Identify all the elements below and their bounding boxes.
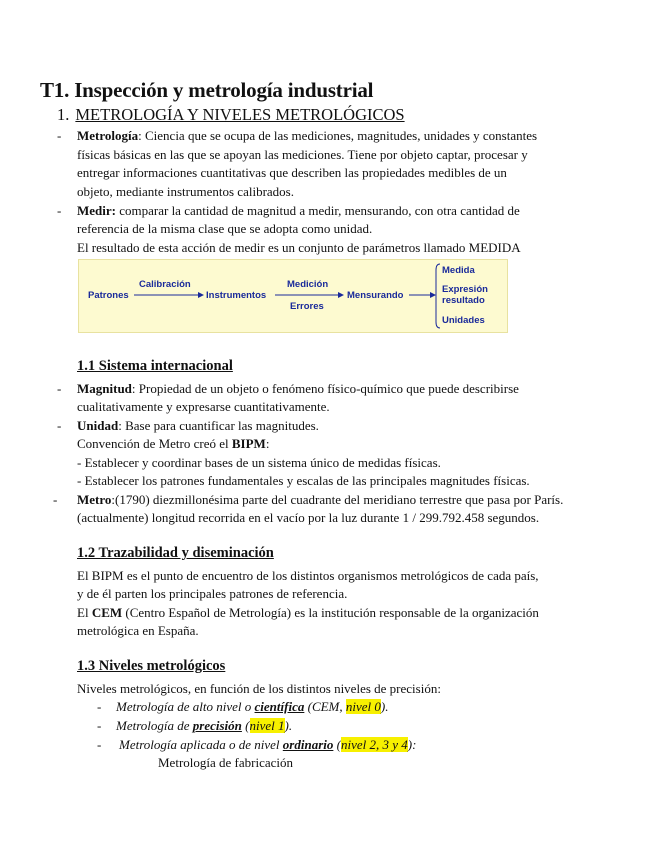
metrologia-line-2: físicas básicas en las que se apoyan las mediciones. Tiene por objeto captar, procesar y [77, 147, 528, 162]
section-title: METROLOGÍA Y NIVELES METROLÓGICOS [75, 105, 405, 124]
medir-line-2: referencia de la misma clase que se adopta como unidad. [77, 221, 373, 236]
metrologia-term: Metrología [77, 128, 139, 143]
section-1-heading [57, 105, 405, 125]
cem-line-1: El CEM (Centro Español de Metrología) es la institución responsable de la organización [77, 605, 539, 620]
bipm-item-1: - Establecer y coordinar bases de un sistema único de medidas físicas. [77, 455, 441, 470]
bipm-line: Convención de Metro creó el BIPM: [77, 436, 270, 451]
metrologia-line-4: objeto, mediante instrumentos calibrados. [77, 184, 294, 199]
bipm-item-2: - Establecer los patrones fundamentales y escalas de las principales magnitudes físicas. [77, 473, 530, 488]
magnitud-line-1: Magnitud: Propiedad de un objeto o fenómeno físico-químico que puede describirse [77, 381, 519, 396]
nivel-item-3: Metrología aplicada o de nivel ordinario (nivel 2, 3 y 4): [119, 737, 417, 752]
label-instrumentos: Instrumentos [206, 290, 267, 301]
nivel-item-2: Metrología de precisión (nivel 1). [116, 718, 293, 733]
label-mensurando: Mensurando [347, 290, 404, 301]
label-calibracion: Calibración [139, 279, 191, 290]
trazabilidad-line-1: El BIPM es el punto de encuentro de los distintos organismos metrológicos de cada país, [77, 568, 539, 583]
label-unidades: Unidades [442, 315, 485, 326]
bullet-dash: - [97, 718, 102, 733]
nivel-item-3-sub: Metrología de fabricación [158, 755, 293, 770]
document-title: T1. Inspección y metrología industrial [40, 78, 374, 102]
medir-line-1: Medir: comparar la cantidad de magnitud a medir, mensurando, con otra cantidad de [77, 203, 520, 218]
niveles-intro: Niveles metrológicos, en función de los distintos niveles de precisión: [77, 681, 441, 696]
metrologia-line-3: entregar informaciones cuantitativas que describen las propiedades medibles de un [77, 165, 507, 180]
bullet-dash: - [97, 737, 102, 752]
medir-term: Medir: [77, 203, 116, 218]
section-1-1-heading: 1.1 Sistema internacional [77, 358, 233, 374]
label-patrones: Patrones [88, 290, 129, 301]
section-1-2-heading: 1.2 Trazabilidad y diseminación [77, 545, 274, 561]
label-expresion: Expresión [442, 284, 488, 295]
section-1-3-heading: 1.3 Niveles metrológicos [77, 658, 226, 674]
bullet-dash: - [57, 418, 62, 433]
label-medicion: Medición [287, 279, 329, 290]
cem-line-2: metrológica en España. [77, 623, 199, 638]
measurement-diagram [78, 259, 508, 333]
diagram-svg [79, 260, 507, 332]
nivel-item-1: Metrología de alto nivel o científica (CEM, nivel 0). [116, 699, 389, 714]
label-medida: Medida [442, 265, 475, 276]
bullet-dash: - [97, 699, 102, 714]
bullet-dash: - [57, 381, 62, 396]
unidad-line: Unidad: Base para cuantificar las magnitudes. [77, 418, 319, 433]
label-errores: Errores [290, 301, 324, 312]
magnitud-line-2: cualitativamente y expresarse cuantitativamente. [77, 399, 330, 414]
section-number: 1. [57, 105, 70, 124]
brace [436, 264, 440, 328]
metro-line-1: Metro:(1790) diezmillonésima parte del cuadrante del meridiano terrestre que pasa por París. [77, 492, 564, 507]
bullet-dash: - [57, 128, 62, 143]
bullet-dash: - [53, 492, 58, 507]
bullet-dash: - [57, 203, 62, 218]
label-resultado: resultado [442, 295, 485, 306]
metrologia-line-1: Metrología: Ciencia que se ocupa de las mediciones, magnitudes, unidades y constantes [77, 128, 538, 143]
trazabilidad-line-2: y de él parten los principales patrones de referencia. [77, 586, 348, 601]
metro-line-2: (actualmente) longitud recorrida en el vacío por la luz durante 1 / 299.792.458 segundos. [77, 510, 540, 525]
medir-line-3: El resultado de esta acción de medir es un conjunto de parámetros llamado MEDIDA [77, 240, 521, 255]
